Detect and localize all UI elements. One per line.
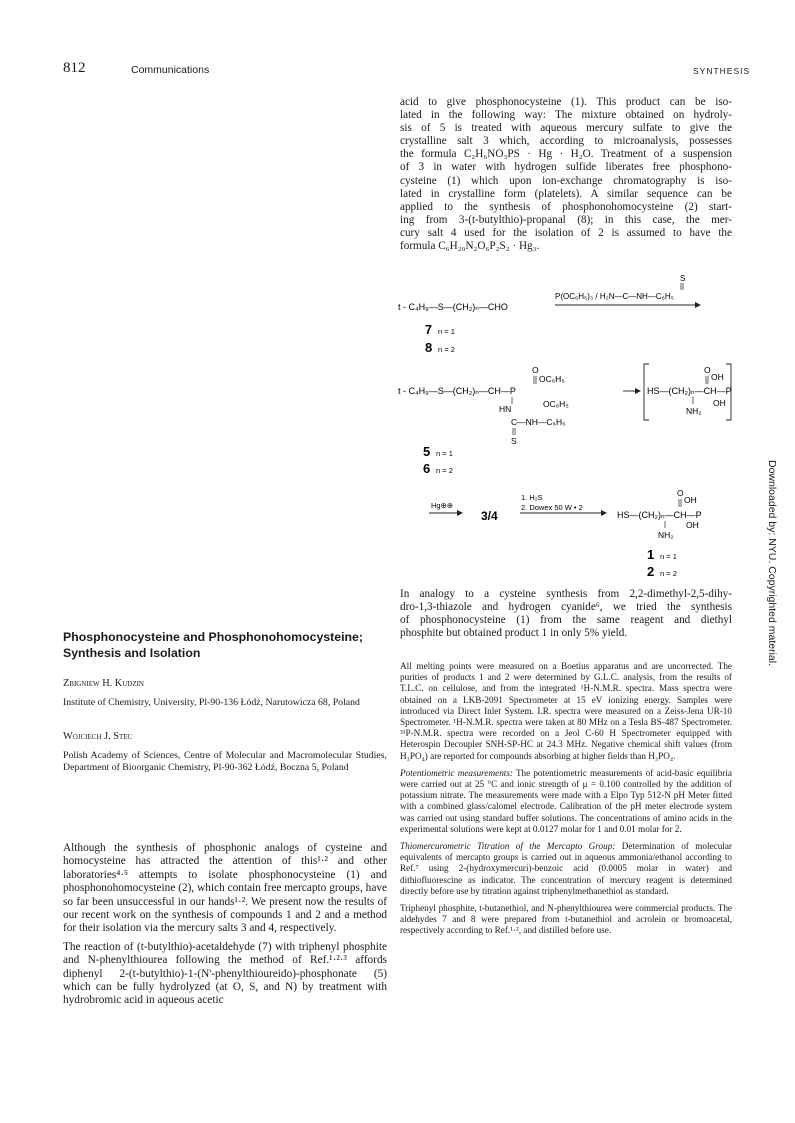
inter-main-chain: t - C₄H₉—S—(CH₂)ₙ—CH—P: [398, 386, 516, 396]
right_intro-line: acid to give phosphonocysteine (1). This product can be iso-: [400, 96, 732, 108]
right_intro-line: the formula C₂H₆NO₃PS · Hg · H₂O. Treatment of a suspension: [400, 148, 732, 161]
compound-5-label: 5: [423, 444, 431, 459]
article-title-line-2: Synthesis and Isolation: [63, 646, 201, 660]
reagent-text: P(OC₆H₅)₃ / H₂N—C—NH—C₆H₅: [555, 292, 674, 301]
intro-paragraph: Although the synthesis of phosphonic analogs of cysteine and homocysteine has attracted the attention of this¹·² and other laboratories⁴·⁵ attempts to isolate phosphonocysteine (1) and phosphonohomocysteine (2), which contain free mercapto groups, have so far been unsuccessful in our hands¹·². We present now the results of our recent work on the synthesis of compounds 1 and 2 and a method for their isolation via the mercury salts 3 and 4, respectively.: [63, 842, 387, 935]
right_intro-line: of 3 in water with hydrogen sulfide liberates free phosphono-: [400, 161, 732, 174]
notes-potentiometric-head: Potentiometric measurements:: [400, 767, 513, 778]
arrow-1-head: [695, 302, 701, 308]
reaction-paragraph: The reaction of (t-butylthio)-acetaldehyde (7) with triphenyl phosphite and N-phenylthiourea following the method of Ref.¹·²·³ affords diphenyl 2-(t-butylthio)-1-(N'-phenylthioureido)-phosphonate (5) which can be fully hydrolyzed (at O, S, and N) by treatment with hydrobromic acid in aqueous acetic: [63, 940, 387, 1007]
bracket-oh-1: OH: [711, 372, 724, 382]
right_intro-line: cysteine (1) which upon ion-exchange chromatography is iso-: [400, 174, 732, 187]
compound-6-label: 6: [423, 461, 431, 476]
right-analogy-paragraph: [400, 588, 732, 640]
compound-1-n: n = 1: [660, 552, 677, 561]
right_intro-line: ing from 3-(t-butylthio)-propanal (8); in this case, the mer-: [400, 213, 732, 226]
compound-1-label: 1: [647, 547, 655, 562]
step-2: 2. Dowex 50 W • 2: [521, 503, 583, 512]
mercury-salts: 3/4: [481, 509, 498, 523]
inter-oc6h5-1: OC₆H₅: [539, 374, 565, 384]
right-intro-paragraph: [400, 96, 732, 253]
author-2: Wojciech J. Stec: [63, 731, 133, 742]
right_after-line: of phosphonocysteine (1) from the same reagent and diethyl: [400, 614, 732, 627]
notes-potentiometric: [400, 768, 732, 835]
notes-materials: Triphenyl phosphite, t-butanethiol, and N-phenylthiourea were commercial products. The aldehydes 7 and 8 were prepared from t-butanethiol and acrolein or bromoacetal, respectively according to Ref.¹·², and distilled before use.: [400, 903, 732, 936]
inter-oxygen: O: [532, 365, 539, 375]
notes-instruments: All melting points were measured on a Boetius apparatus and are uncorrected. The purities of products 1 and 2 were determined by G.L.C. analysis, from the results of T.L.C. on cellulose, and from the integrated ¹H-N.M.R. spectra. Mass spectra were obtained on a LKB-2091 Spectrometer at 15 eV ionizing energy. Samples were introduced via Direct Inlet System. I.R. spectra were measured on a Zeiss-Jena UR-10 Spectrometer. ¹H-N.M.R. spectra were taken at 80 MHz on a Tesla BS-487 Spectrometer. ³¹P-N.M.R. spectra were recorded on a Jeol C-60 H Spectrometer equipped with Heterospin Decoupler SNH-SP-HC at 24.3 MHz. Negative chemical shift values (from H₃PO₄) are reported for compounds absorbing at higher fields than H₃PO₄.: [400, 661, 732, 761]
inter-thiourea: C—NH—C₆H₅: [511, 417, 566, 427]
experimental-notes: [400, 661, 732, 943]
section-name: Communications: [131, 64, 210, 76]
notes-potentiometric-body: The potentiometric measurements of acid-basic equilibria were carried out at 25 °C and ionic strength of μ = 0.100 controlled by the addition of potassium nitrate. The measurements were made with a Elpo Typ 512-N pH Meter fitted with a combined glass/calomel electrode. Calibration of the pH meter electrode system was carried out using standard buffer solutions. The concentrations of amino acids in the experimental solutions were kept at 0.0127 molar for 1 and 0.01 molar for 2.: [400, 767, 732, 834]
compound-8-label: 8: [425, 340, 433, 355]
right_intro-line: lated in the following way: The mixture obtained on hydroly-: [400, 109, 732, 122]
arrow-3-head: [457, 510, 463, 516]
compound-6-n: n = 2: [436, 466, 453, 475]
notes-thiomercurometric-head: Thiomercurometric Titration of the Mercapto Group:: [400, 841, 616, 852]
product-oxygen: O: [677, 488, 684, 498]
article-title: [63, 629, 387, 661]
compound-2-label: 2: [647, 564, 655, 579]
start-aldehyde: t - C₄H₉—S—(CH₂)ₙ—CHO: [398, 302, 508, 312]
right_intro-line: formula C₆H₂₀N₂O₆P₂S₂ · Hg₃.: [400, 240, 540, 253]
page-number: 812: [63, 60, 86, 76]
inter-hn: HN: [499, 404, 512, 414]
right_intro-line: lated in crystalline form (platelets). A similar sequence can be: [400, 187, 732, 200]
reaction-scheme: [395, 272, 740, 584]
notes-thiomercurometric-body: Determination of molecular equivalents of mercapto groups is carried out in aqueous ammonia/ethanol according to Ref.⁷ using 2-(hydroxymercuri)-benzoic acid (0.0005 molar in water) and dithiofluorescine as indicator. The concentration of mercury reagent is determined directly before use by titration against triphenylmethanethiol as standard.: [400, 841, 732, 896]
product-main: HS—(CH₂)ₙ—CH—P: [617, 510, 702, 520]
bracket-nh2: NH₂: [686, 406, 702, 416]
inter-oc6h5-2: OC₆H₅: [543, 399, 569, 409]
affiliation-2: Polish Academy of Sciences, Centre of Molecular and Macromolecular Studies, Department of Bioorganic Chemistry, Pl-90-362 Łódź, Boczna 5, Poland: [63, 750, 387, 773]
compound-5-n: n = 1: [436, 449, 453, 458]
right_intro-line: crystalline salt 3 which, according to microanalysis, possesses: [400, 135, 732, 148]
reagent-sulfur: S: [680, 274, 686, 283]
right_after-line: phosphite but obtained product 1 in only 5% yield.: [400, 627, 628, 640]
right_after-line: In analogy to a cysteine synthesis from 2,2-dimethyl-2,5-dihy-: [400, 588, 732, 600]
affiliation-1: Institute of Chemistry, University, Pl-90-136 Łódź, Narutowicza 68, Poland: [63, 697, 360, 708]
hg-reagent: Hg⊕⊕: [431, 501, 454, 510]
compound-8-n: n = 2: [438, 345, 455, 354]
right_intro-line: sis of 5 is treated with aqueous mercury sulfate to give the: [400, 122, 732, 135]
step-1: 1. H₂S: [521, 493, 543, 502]
arrow-2-head: [635, 388, 641, 394]
compound-7-label: 7: [425, 323, 432, 337]
product-oh-1: OH: [684, 495, 697, 505]
product-nh2: NH₂: [658, 530, 674, 540]
article-title-line-1: Phosphonocysteine and Phosphonohomocysteine;: [63, 630, 363, 644]
compound-2-n: n = 2: [660, 569, 677, 578]
right_intro-line: applied to the synthesis of phosphonohomocysteine (2) start-: [400, 200, 732, 213]
download-note-text: Downloaded by: NYU. Copyrighted material.: [766, 460, 778, 667]
notes-thiomercurometric: [400, 841, 732, 897]
bracket-main: HS—(CH₂)ₙ—CH—P: [647, 386, 732, 396]
arrow-4-head: [601, 510, 607, 516]
bracket-oh-2: OH: [713, 398, 726, 408]
bracket-oxygen: O: [704, 365, 711, 375]
compound-7-n: n = 1: [438, 327, 455, 336]
inter-sulfur: S: [511, 436, 517, 446]
right_intro-line: cury salt 4 used for the isolation of 2 is assumed to have the: [400, 226, 732, 239]
product-oh-2: OH: [686, 520, 699, 530]
author-1: Zbigniew H. Kudzin: [63, 678, 144, 689]
journal-name: SYNTHESIS: [693, 66, 751, 76]
article-body: [63, 842, 387, 1013]
right_after-line: dro-1,3-thiazole and hydrogen cyanide⁶, we tried the synthesis: [400, 601, 732, 614]
